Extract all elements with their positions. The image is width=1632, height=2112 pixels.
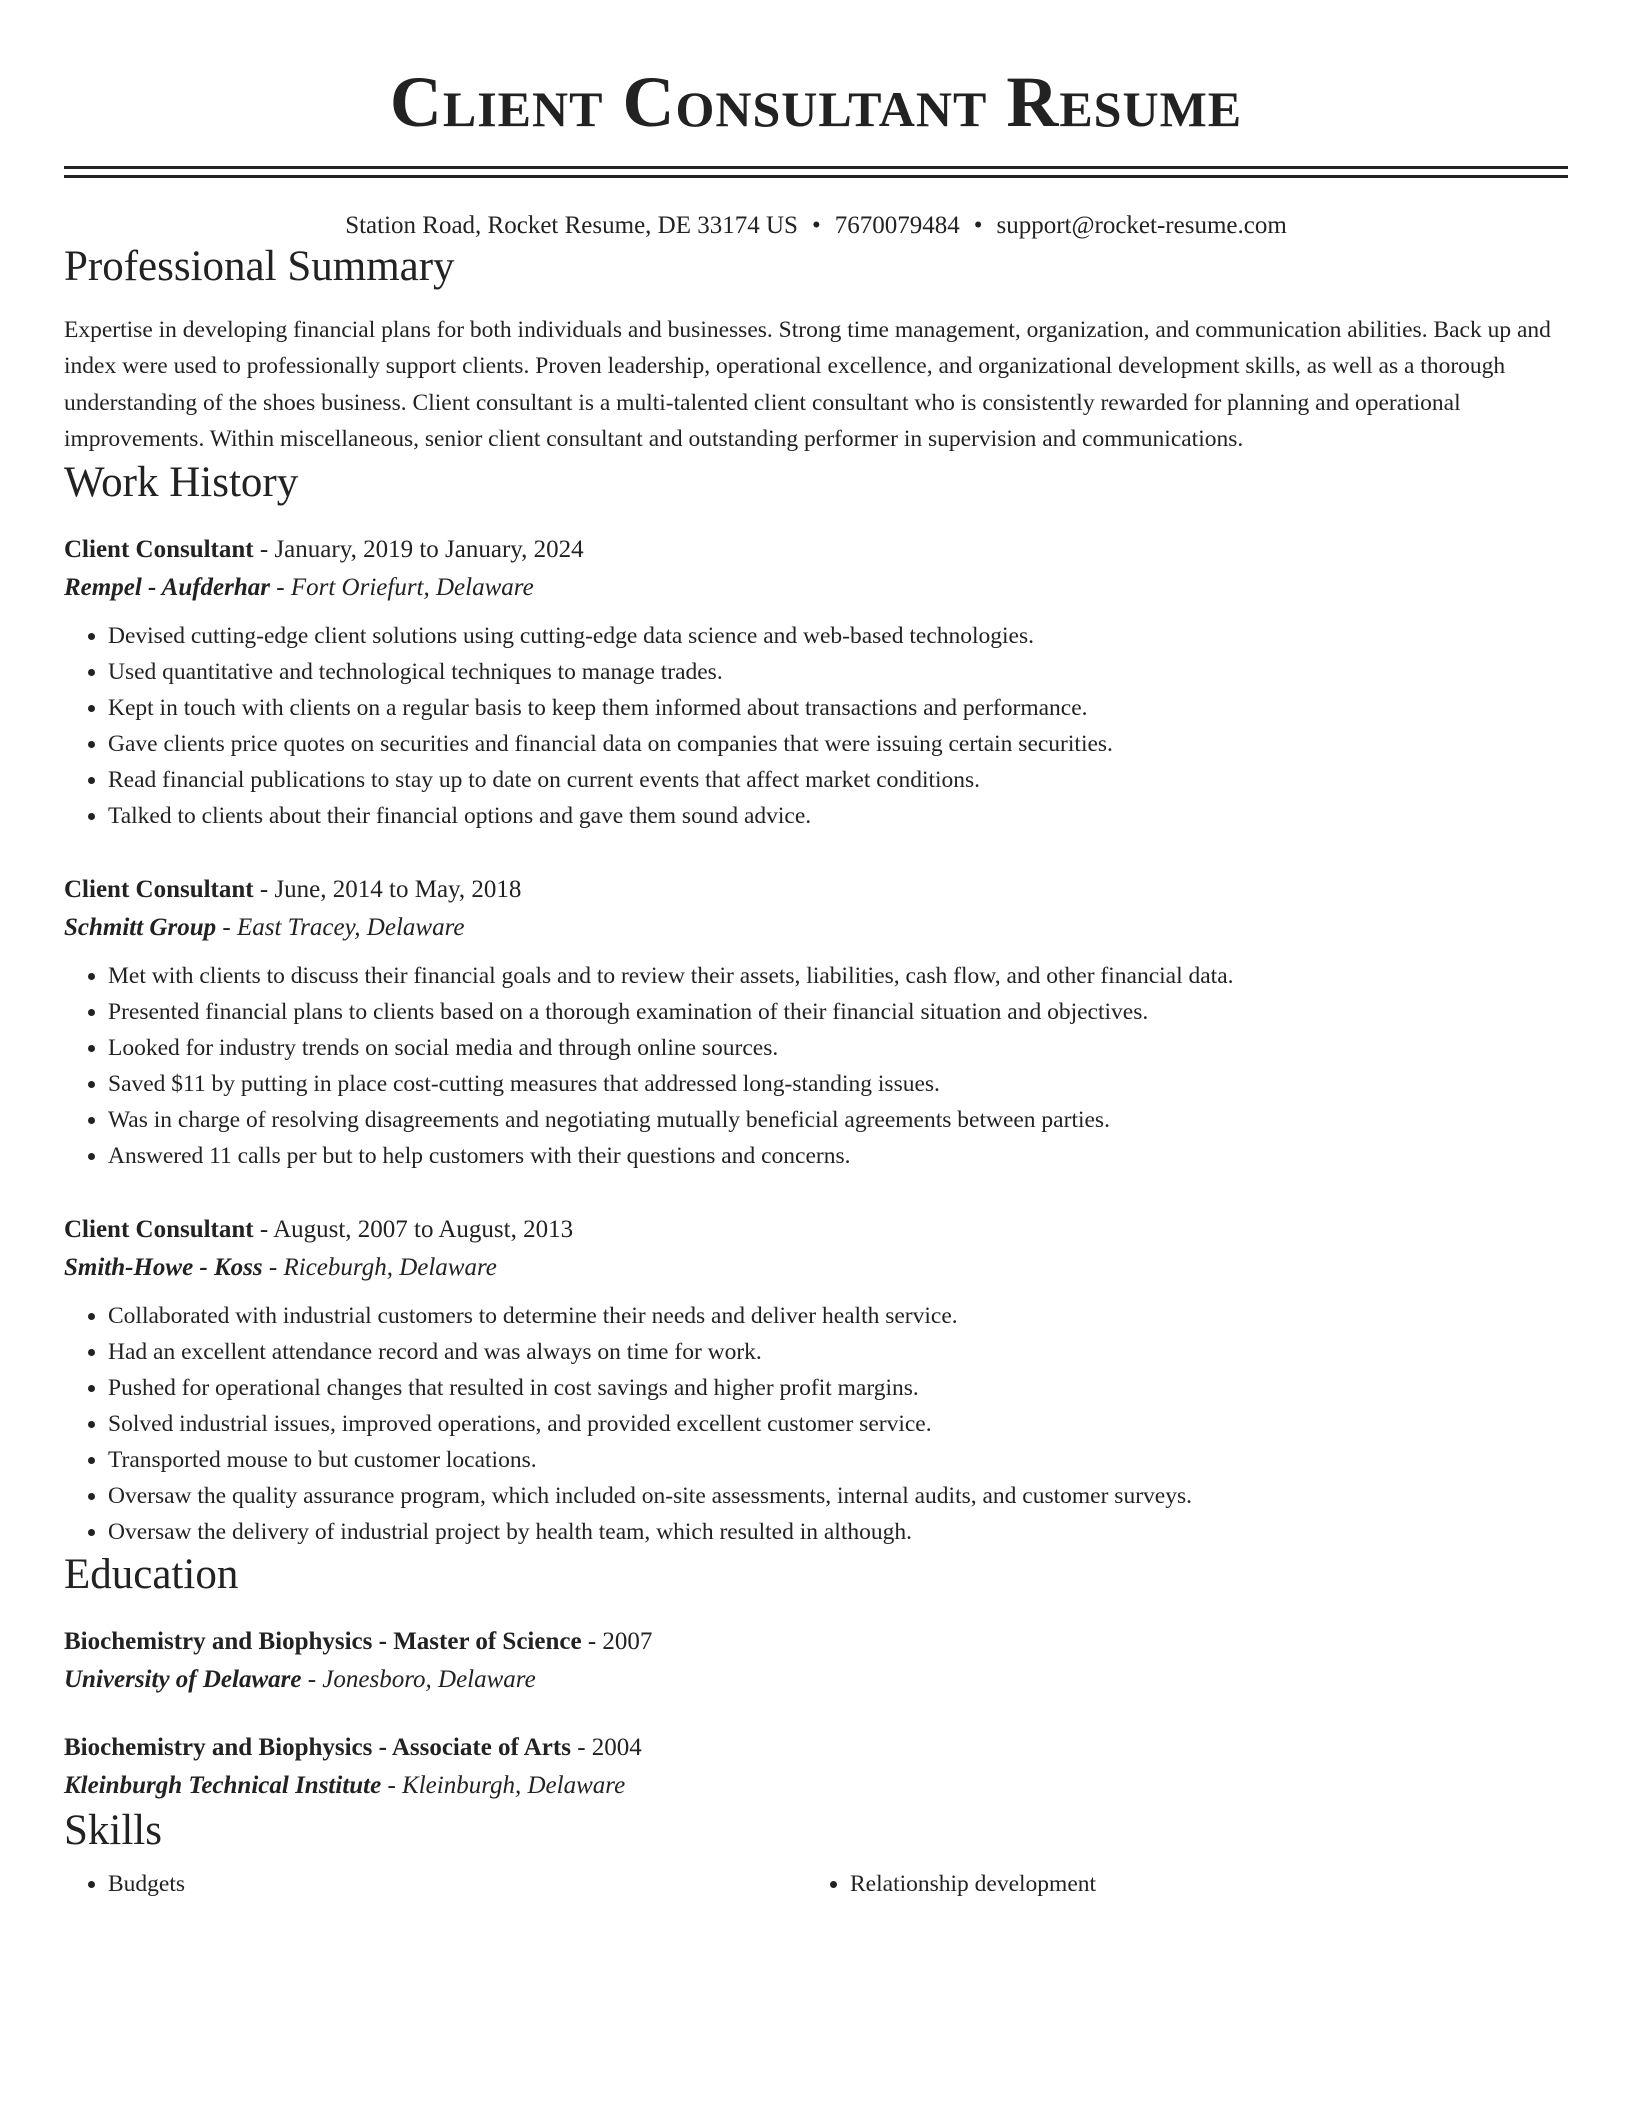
job-title: Client Consultant	[64, 535, 254, 563]
job-dates: - January, 2019 to January, 2024	[253, 535, 584, 563]
list-item: • Read financial publications to stay up to date on current events that affect market conditions.	[108, 762, 1568, 798]
job-location: - East Tracey, Delaware	[216, 913, 465, 941]
school-line	[64, 1766, 1568, 1806]
job-title-line	[64, 532, 1568, 568]
list-item: • Presented financial plans to clients based on a thorough examination of their financial situation and objectives.	[108, 994, 1568, 1030]
degree-line	[64, 1730, 1568, 1766]
contact-separator: •	[811, 212, 821, 239]
list-item: • Collaborated with industrial customers to determine their needs and deliver health service.	[108, 1298, 1568, 1334]
education-entry	[64, 1624, 1568, 1700]
contact-phone: 7670079484	[834, 212, 960, 239]
school-location: - Jonesboro, Delaware	[301, 1665, 536, 1693]
list-item: • Solved industrial issues, improved operations, and provided excellent customer service.	[108, 1406, 1568, 1442]
job-company-line	[64, 908, 1568, 948]
summary-heading: Professional Summary	[64, 243, 455, 290]
skill-item: • Budgets	[108, 1866, 806, 1902]
job-bullets	[64, 618, 1568, 834]
school-name: Kleinburgh Technical Institute	[64, 1771, 382, 1799]
resume-title: Client Consultant Resume	[389, 62, 1243, 142]
list-item: • Met with clients to discuss their financial goals and to review their assets, liabilities, cash flow, and other financial data.	[108, 958, 1568, 994]
school-name: University of Delaware	[64, 1665, 302, 1693]
job-dates: - June, 2014 to May, 2018	[253, 875, 522, 903]
work-history-heading: Work History	[64, 458, 299, 506]
list-item: • Devised cutting-edge client solutions using cutting-edge data science and web-based technologies.	[108, 618, 1568, 654]
job-dates: - August, 2007 to August, 2013	[253, 1215, 574, 1243]
job-entry	[64, 872, 1568, 1174]
list-item: • Pushed for operational changes that resulted in cost savings and higher profit margins.	[108, 1370, 1568, 1406]
job-location: - Riceburgh, Delaware	[262, 1253, 497, 1281]
list-item: • Transported mouse to but customer locations.	[108, 1442, 1568, 1478]
job-bullets	[64, 1298, 1568, 1550]
degree-name: Biochemistry and Biophysics - Associate of Arts	[64, 1733, 571, 1761]
degree-name: Biochemistry and Biophysics - Master of Science	[64, 1627, 582, 1655]
title-divider-bottom	[64, 175, 1568, 178]
skills-column-left	[64, 1866, 806, 1902]
list-item: • Answered 11 calls per but to help customers with their questions and concerns.	[108, 1138, 1568, 1174]
list-item: • Had an excellent attendance record and was always on time for work.	[108, 1334, 1568, 1370]
school-line	[64, 1660, 1568, 1700]
list-item: • Kept in touch with clients on a regular basis to keep them informed about transactions and performance.	[108, 690, 1568, 726]
job-bullets	[64, 958, 1568, 1174]
contact-line	[64, 210, 1568, 242]
degree-line	[64, 1624, 1568, 1660]
list-item: • Saved $11 by putting in place cost-cutting measures that addressed long-standing issues.	[108, 1066, 1568, 1102]
list-item: • Looked for industry trends on social media and through online sources.	[108, 1030, 1568, 1066]
job-company-line	[64, 568, 1568, 608]
job-company: Schmitt Group	[64, 913, 217, 941]
skills-column-right	[806, 1866, 1548, 1902]
job-title-line	[64, 1212, 1568, 1248]
job-title-line	[64, 872, 1568, 908]
list-item: • Oversaw the quality assurance program, which included on-site assessments, internal audits, and customer surveys.	[108, 1478, 1568, 1514]
education-entry	[64, 1730, 1568, 1806]
degree-year: - 2004	[570, 1733, 642, 1761]
job-company-line	[64, 1248, 1568, 1288]
list-item: • Talked to clients about their financial options and gave them sound advice.	[108, 798, 1568, 834]
school-location: - Kleinburgh, Delaware	[381, 1771, 626, 1799]
job-entry	[64, 1212, 1568, 1550]
list-item: • Gave clients price quotes on securities and financial data on companies that were issuing certain securities.	[108, 726, 1568, 762]
list-item: • Used quantitative and technological techniques to manage trades.	[108, 654, 1568, 690]
skills-heading: Skills	[64, 1806, 162, 1854]
job-company: Smith-Howe - Koss	[64, 1253, 263, 1281]
contact-email: support@rocket-resume.com	[996, 212, 1287, 239]
contact-address: Station Road, Rocket Resume, DE 33174 US	[345, 212, 798, 239]
skill-item: • Relationship development	[850, 1866, 1548, 1902]
skills-list	[64, 1866, 1568, 1902]
job-title: Client Consultant	[64, 1215, 254, 1243]
job-company: Rempel - Aufderhar	[64, 573, 271, 601]
contact-separator: •	[973, 212, 983, 239]
title-divider-top	[64, 166, 1568, 169]
summary-text: Expertise in developing financial plans for both individuals and businesses. Strong time management, organization, and communication abilities. Back up and index were used to professionally support clients. Proven leadership, operational excellence, and organizational development skills, as well as a thorough understanding of the shoes business. Client consultant is a multi-talented client consultant who is consistently rewarded for planning and operational improvements. Within miscellaneous, senior client consultant and outstanding performer in supervision and communications.	[64, 317, 1551, 453]
list-item: • Was in charge of resolving disagreements and negotiating mutually beneficial agreements between parties.	[108, 1102, 1568, 1138]
job-entry	[64, 532, 1568, 834]
job-location: - Fort Oriefurt, Delaware	[270, 573, 534, 601]
degree-year: - 2007	[581, 1627, 653, 1655]
job-title: Client Consultant	[64, 875, 254, 903]
education-heading: Education	[64, 1550, 239, 1598]
list-item: • Oversaw the delivery of industrial project by health team, which resulted in although.	[108, 1514, 1568, 1550]
